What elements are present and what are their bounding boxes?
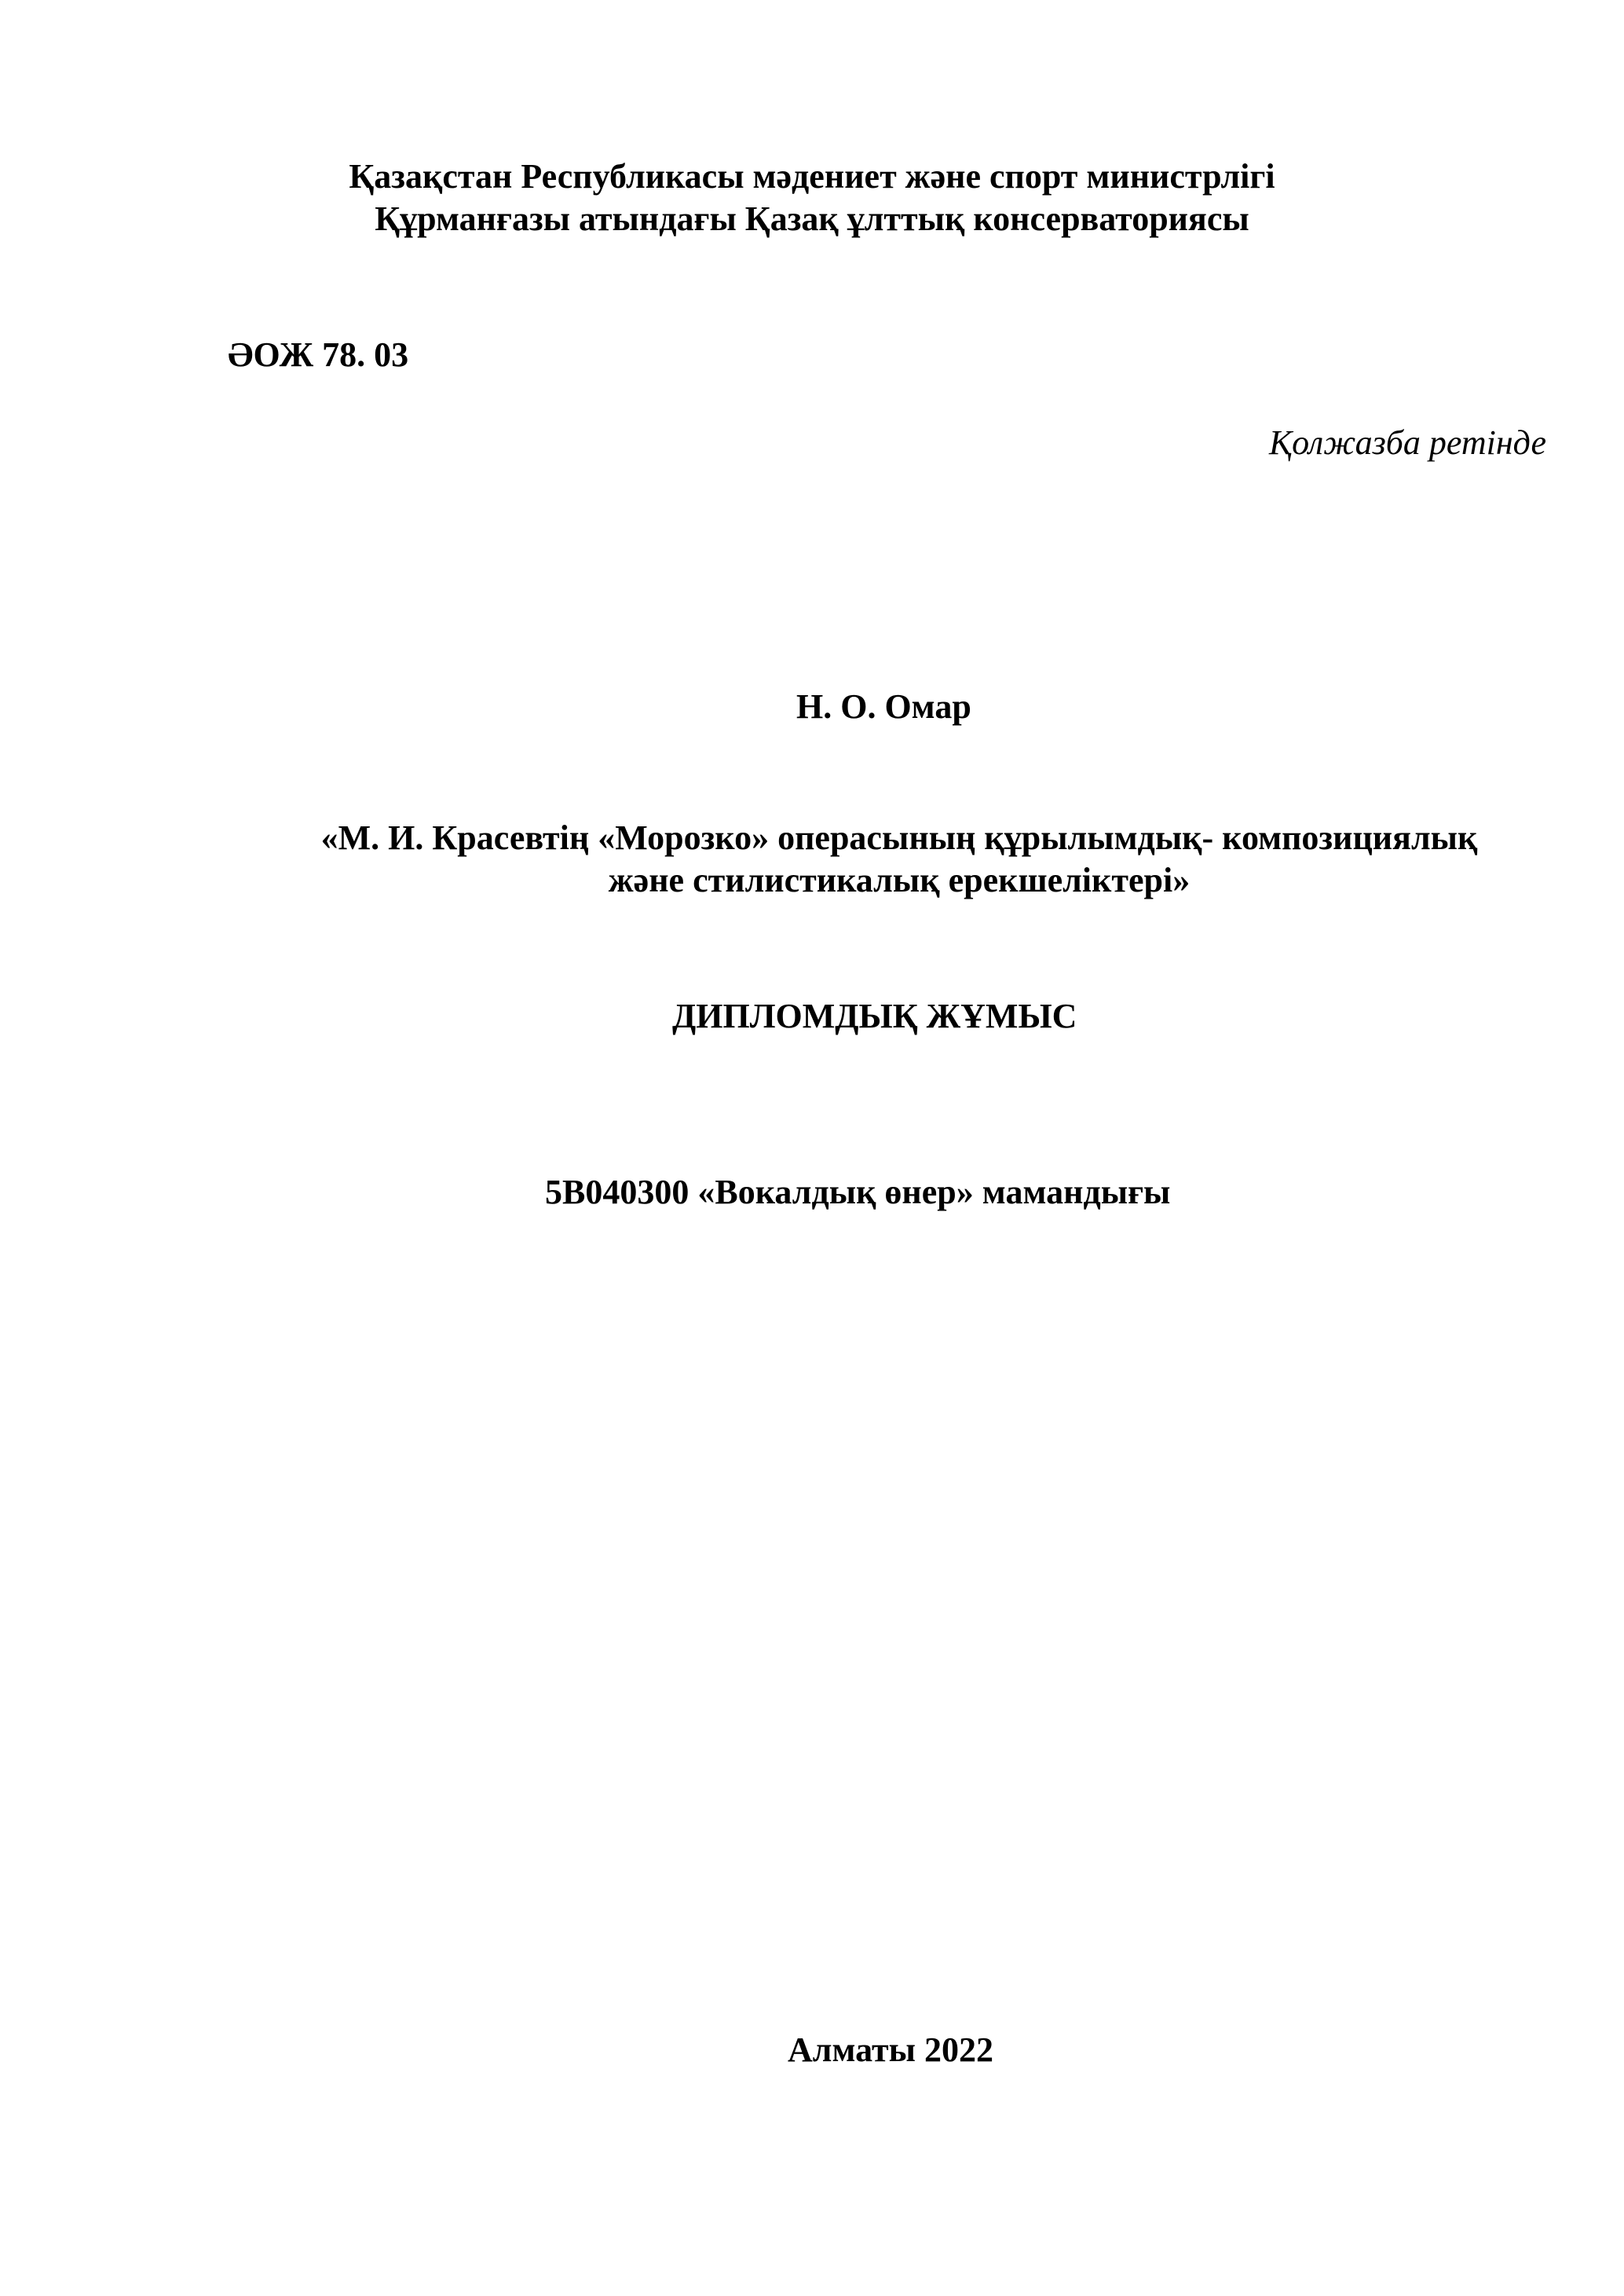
specialty-line: 5В040300 «Вокалдық өнер» мамандығы [545, 1173, 1171, 1211]
thesis-title-block [259, 817, 1539, 902]
udc-code: ӘОЖ 78. 03 [228, 335, 409, 374]
city-year: Алматы 2022 [788, 2031, 993, 2069]
work-type-heading: ДИПЛОМДЫҚ ЖҰМЫС [672, 997, 1077, 1035]
ministry-title: Қазақстан Республикасы мәдениет және спорт министрлігі [349, 157, 1275, 196]
thesis-title-line-2: және стилистикалық ерекшеліктері» [608, 861, 1191, 899]
manuscript-note: Қолжазба ретінде [1268, 423, 1546, 462]
conservatory-title: Құрманғазы атындағы Қазақ ұлттық консерваториясы [375, 200, 1249, 238]
author-name: Н. О. Омар [796, 687, 971, 726]
header-block [0, 156, 1624, 240]
thesis-title-line-1: «М. И. Красевтің «Морозко» операсының құрылымдық- композициялық [320, 818, 1478, 857]
